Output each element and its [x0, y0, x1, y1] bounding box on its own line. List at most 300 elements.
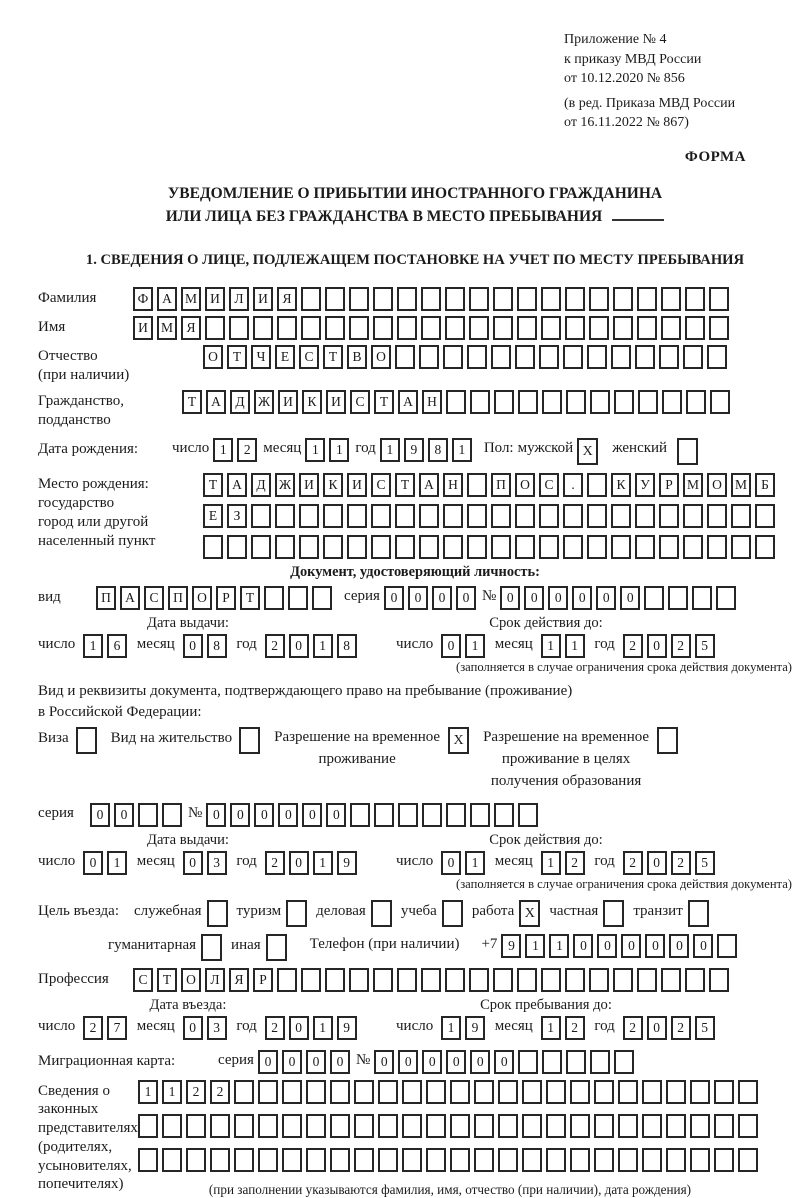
char-box[interactable]: Я	[277, 287, 297, 311]
char-box[interactable]	[347, 504, 367, 528]
char-box[interactable]	[666, 1114, 686, 1138]
char-box[interactable]	[515, 504, 535, 528]
char-box[interactable]	[707, 535, 727, 559]
char-box[interactable]: 9	[465, 1016, 485, 1040]
char-box[interactable]: П	[168, 586, 188, 610]
char-box[interactable]: Я	[181, 316, 201, 340]
char-box[interactable]	[446, 390, 466, 414]
char-box[interactable]: Ч	[251, 345, 271, 369]
char-box[interactable]: 0	[500, 586, 520, 610]
char-box[interactable]: 0	[206, 803, 226, 827]
char-box[interactable]	[162, 1114, 182, 1138]
char-box[interactable]: М	[181, 287, 201, 311]
char-box[interactable]: 0	[289, 634, 309, 658]
char-box[interactable]	[566, 390, 586, 414]
char-box[interactable]	[613, 968, 633, 992]
char-box[interactable]	[589, 287, 609, 311]
char-box[interactable]: 8	[207, 634, 227, 658]
char-box[interactable]: 0	[83, 851, 103, 875]
char-box[interactable]	[378, 1148, 398, 1172]
option-visa-checkbox[interactable]	[76, 727, 97, 754]
char-box[interactable]: 1	[541, 851, 561, 875]
char-box[interactable]: 0	[573, 934, 593, 958]
char-box[interactable]: 3	[207, 1016, 227, 1040]
char-box[interactable]	[258, 1114, 278, 1138]
char-box[interactable]	[371, 504, 391, 528]
char-box[interactable]	[587, 345, 607, 369]
char-box[interactable]: И	[347, 473, 367, 497]
char-box[interactable]	[542, 1050, 562, 1074]
char-box[interactable]	[539, 535, 559, 559]
char-box[interactable]	[717, 934, 737, 958]
char-box[interactable]	[666, 1148, 686, 1172]
char-box[interactable]	[443, 345, 463, 369]
char-box[interactable]: 2	[671, 634, 691, 658]
char-box[interactable]: М	[731, 473, 751, 497]
char-box[interactable]: Д	[251, 473, 271, 497]
char-box[interactable]	[659, 504, 679, 528]
char-box[interactable]	[594, 1114, 614, 1138]
char-box[interactable]: А	[120, 586, 140, 610]
char-box[interactable]	[277, 968, 297, 992]
char-box[interactable]: Ж	[275, 473, 295, 497]
char-box[interactable]	[515, 535, 535, 559]
char-box[interactable]	[446, 803, 466, 827]
char-box[interactable]: 1	[313, 634, 333, 658]
char-box[interactable]	[474, 1114, 494, 1138]
char-box[interactable]: 1	[465, 851, 485, 875]
char-box[interactable]	[450, 1148, 470, 1172]
char-box[interactable]	[450, 1114, 470, 1138]
char-box[interactable]	[491, 345, 511, 369]
char-box[interactable]	[565, 968, 585, 992]
purpose-business-checkbox[interactable]	[371, 900, 392, 927]
char-box[interactable]	[683, 345, 703, 369]
char-box[interactable]: 0	[254, 803, 274, 827]
char-box[interactable]	[325, 316, 345, 340]
char-box[interactable]	[707, 504, 727, 528]
char-box[interactable]	[205, 316, 225, 340]
char-box[interactable]	[565, 287, 585, 311]
char-box[interactable]: 7	[107, 1016, 127, 1040]
char-box[interactable]	[716, 586, 736, 610]
char-box[interactable]: 0	[647, 1016, 667, 1040]
char-box[interactable]	[467, 473, 487, 497]
char-box[interactable]: 0	[90, 803, 110, 827]
char-box[interactable]: 9	[337, 851, 357, 875]
char-box[interactable]	[374, 803, 394, 827]
purpose-humanitarian-checkbox[interactable]	[201, 934, 222, 961]
char-box[interactable]	[589, 968, 609, 992]
char-box[interactable]	[637, 287, 657, 311]
char-box[interactable]: О	[371, 345, 391, 369]
char-box[interactable]	[589, 316, 609, 340]
char-box[interactable]: С	[350, 390, 370, 414]
char-box[interactable]: 0	[183, 1016, 203, 1040]
char-box[interactable]: З	[227, 504, 247, 528]
char-box[interactable]: 2	[623, 634, 643, 658]
char-box[interactable]	[690, 1080, 710, 1104]
char-box[interactable]: О	[192, 586, 212, 610]
char-box[interactable]	[330, 1114, 350, 1138]
char-box[interactable]: 2	[265, 634, 285, 658]
char-box[interactable]	[518, 390, 538, 414]
char-box[interactable]	[590, 390, 610, 414]
char-box[interactable]: 2	[83, 1016, 103, 1040]
char-box[interactable]: 2	[671, 851, 691, 875]
char-box[interactable]	[613, 316, 633, 340]
char-box[interactable]	[395, 345, 415, 369]
char-box[interactable]: 0	[183, 634, 203, 658]
char-box[interactable]	[301, 968, 321, 992]
char-box[interactable]	[563, 535, 583, 559]
char-box[interactable]	[419, 504, 439, 528]
char-box[interactable]: 1	[313, 851, 333, 875]
char-box[interactable]: И	[133, 316, 153, 340]
char-box[interactable]: Н	[422, 390, 442, 414]
char-box[interactable]	[638, 390, 658, 414]
char-box[interactable]: А	[419, 473, 439, 497]
char-box[interactable]: К	[302, 390, 322, 414]
char-box[interactable]	[541, 287, 561, 311]
char-box[interactable]	[714, 1080, 734, 1104]
char-box[interactable]	[738, 1148, 758, 1172]
char-box[interactable]: 0	[398, 1050, 418, 1074]
char-box[interactable]	[349, 287, 369, 311]
char-box[interactable]: 1	[305, 438, 325, 462]
char-box[interactable]	[642, 1148, 662, 1172]
char-box[interactable]: 2	[186, 1080, 206, 1104]
char-box[interactable]	[710, 390, 730, 414]
char-box[interactable]: 6	[107, 634, 127, 658]
char-box[interactable]: 1	[525, 934, 545, 958]
char-box[interactable]	[659, 345, 679, 369]
char-box[interactable]	[378, 1080, 398, 1104]
char-box[interactable]: 0	[183, 851, 203, 875]
char-box[interactable]	[350, 803, 370, 827]
char-box[interactable]	[282, 1080, 302, 1104]
char-box[interactable]: 1	[313, 1016, 333, 1040]
option-temp-residence-checkbox[interactable]: X	[448, 727, 469, 754]
char-box[interactable]: 0	[456, 586, 476, 610]
char-box[interactable]	[186, 1148, 206, 1172]
char-box[interactable]: 1	[162, 1080, 182, 1104]
char-box[interactable]	[402, 1080, 422, 1104]
char-box[interactable]	[443, 535, 463, 559]
char-box[interactable]	[709, 968, 729, 992]
char-box[interactable]: А	[227, 473, 247, 497]
char-box[interactable]	[347, 535, 367, 559]
char-box[interactable]: 9	[337, 1016, 357, 1040]
char-box[interactable]	[474, 1148, 494, 1172]
char-box[interactable]	[227, 535, 247, 559]
char-box[interactable]	[498, 1114, 518, 1138]
char-box[interactable]	[422, 803, 442, 827]
char-box[interactable]	[570, 1148, 590, 1172]
char-box[interactable]	[467, 345, 487, 369]
char-box[interactable]: 2	[237, 438, 257, 462]
char-box[interactable]: 0	[374, 1050, 394, 1074]
char-box[interactable]: 0	[446, 1050, 466, 1074]
purpose-private-checkbox[interactable]	[603, 900, 624, 927]
char-box[interactable]: Т	[374, 390, 394, 414]
char-box[interactable]	[546, 1148, 566, 1172]
char-box[interactable]	[613, 287, 633, 311]
char-box[interactable]	[594, 1080, 614, 1104]
char-box[interactable]	[563, 504, 583, 528]
char-box[interactable]	[662, 390, 682, 414]
char-box[interactable]	[203, 535, 223, 559]
char-box[interactable]	[210, 1148, 230, 1172]
char-box[interactable]: 1	[549, 934, 569, 958]
char-box[interactable]	[685, 968, 705, 992]
char-box[interactable]	[445, 316, 465, 340]
char-box[interactable]	[755, 504, 775, 528]
option-temp-residence-edu-checkbox[interactable]	[657, 727, 678, 754]
purpose-study-checkbox[interactable]	[442, 900, 463, 927]
char-box[interactable]	[470, 803, 490, 827]
char-box[interactable]	[637, 316, 657, 340]
purpose-work-checkbox[interactable]: X	[519, 900, 540, 927]
char-box[interactable]	[325, 287, 345, 311]
char-box[interactable]	[738, 1080, 758, 1104]
char-box[interactable]	[518, 803, 538, 827]
char-box[interactable]: Л	[205, 968, 225, 992]
char-box[interactable]	[637, 968, 657, 992]
char-box[interactable]: 0	[647, 851, 667, 875]
char-box[interactable]: Т	[240, 586, 260, 610]
char-box[interactable]	[277, 316, 297, 340]
char-box[interactable]: И	[326, 390, 346, 414]
char-box[interactable]	[690, 1114, 710, 1138]
char-box[interactable]	[470, 390, 490, 414]
char-box[interactable]: 0	[230, 803, 250, 827]
char-box[interactable]: 0	[289, 1016, 309, 1040]
char-box[interactable]	[402, 1148, 422, 1172]
char-box[interactable]	[517, 968, 537, 992]
char-box[interactable]	[491, 535, 511, 559]
char-box[interactable]: О	[203, 345, 223, 369]
char-box[interactable]: С	[371, 473, 391, 497]
char-box[interactable]	[570, 1080, 590, 1104]
char-box[interactable]	[661, 968, 681, 992]
char-box[interactable]	[373, 316, 393, 340]
char-box[interactable]	[282, 1148, 302, 1172]
char-box[interactable]: .	[563, 473, 583, 497]
char-box[interactable]: Д	[230, 390, 250, 414]
char-box[interactable]: 0	[645, 934, 665, 958]
char-box[interactable]	[264, 586, 284, 610]
char-box[interactable]: 5	[695, 851, 715, 875]
char-box[interactable]	[419, 345, 439, 369]
char-box[interactable]: Р	[659, 473, 679, 497]
char-box[interactable]	[234, 1080, 254, 1104]
char-box[interactable]	[373, 968, 393, 992]
char-box[interactable]: О	[707, 473, 727, 497]
char-box[interactable]	[373, 287, 393, 311]
char-box[interactable]	[469, 968, 489, 992]
char-box[interactable]: А	[157, 287, 177, 311]
char-box[interactable]: 0	[693, 934, 713, 958]
char-box[interactable]: 0	[278, 803, 298, 827]
char-box[interactable]: 0	[620, 586, 640, 610]
char-box[interactable]	[539, 345, 559, 369]
char-box[interactable]	[325, 968, 345, 992]
char-box[interactable]	[659, 535, 679, 559]
char-box[interactable]: 0	[572, 586, 592, 610]
char-box[interactable]	[686, 390, 706, 414]
char-box[interactable]	[590, 1050, 610, 1074]
char-box[interactable]: Т	[323, 345, 343, 369]
char-box[interactable]: Е	[203, 504, 223, 528]
char-box[interactable]	[301, 287, 321, 311]
char-box[interactable]: 1	[452, 438, 472, 462]
char-box[interactable]	[515, 345, 535, 369]
char-box[interactable]: 2	[623, 1016, 643, 1040]
char-box[interactable]: 5	[695, 634, 715, 658]
char-box[interactable]	[522, 1148, 542, 1172]
char-box[interactable]	[354, 1114, 374, 1138]
char-box[interactable]: 2	[623, 851, 643, 875]
char-box[interactable]	[306, 1080, 326, 1104]
char-box[interactable]: М	[157, 316, 177, 340]
purpose-transit-checkbox[interactable]	[688, 900, 709, 927]
char-box[interactable]	[522, 1080, 542, 1104]
char-box[interactable]: Л	[229, 287, 249, 311]
char-box[interactable]	[162, 803, 182, 827]
char-box[interactable]: Б	[755, 473, 775, 497]
char-box[interactable]	[186, 1114, 206, 1138]
char-box[interactable]	[642, 1114, 662, 1138]
char-box[interactable]: М	[683, 473, 703, 497]
char-box[interactable]	[443, 504, 463, 528]
char-box[interactable]: 2	[265, 851, 285, 875]
char-box[interactable]	[426, 1148, 446, 1172]
char-box[interactable]	[426, 1080, 446, 1104]
char-box[interactable]	[635, 345, 655, 369]
char-box[interactable]	[378, 1114, 398, 1138]
char-box[interactable]: Т	[203, 473, 223, 497]
char-box[interactable]: 0	[302, 803, 322, 827]
char-box[interactable]	[714, 1148, 734, 1172]
char-box[interactable]	[618, 1148, 638, 1172]
char-box[interactable]	[594, 1148, 614, 1172]
char-box[interactable]	[692, 586, 712, 610]
char-box[interactable]	[210, 1114, 230, 1138]
char-box[interactable]	[494, 803, 514, 827]
char-box[interactable]: И	[253, 287, 273, 311]
char-box[interactable]: 1	[380, 438, 400, 462]
char-box[interactable]	[644, 586, 664, 610]
char-box[interactable]	[498, 1148, 518, 1172]
char-box[interactable]: 3	[207, 851, 227, 875]
char-box[interactable]	[323, 504, 343, 528]
char-box[interactable]: 1	[83, 634, 103, 658]
char-box[interactable]	[611, 535, 631, 559]
char-box[interactable]: С	[299, 345, 319, 369]
char-box[interactable]	[565, 316, 585, 340]
char-box[interactable]	[685, 316, 705, 340]
char-box[interactable]	[474, 1080, 494, 1104]
char-box[interactable]	[445, 287, 465, 311]
char-box[interactable]: 0	[422, 1050, 442, 1074]
char-box[interactable]: 2	[265, 1016, 285, 1040]
char-box[interactable]: 5	[695, 1016, 715, 1040]
char-box[interactable]	[275, 535, 295, 559]
char-box[interactable]	[395, 535, 415, 559]
char-box[interactable]	[683, 535, 703, 559]
char-box[interactable]	[668, 586, 688, 610]
char-box[interactable]: 1	[107, 851, 127, 875]
char-box[interactable]: 0	[432, 586, 452, 610]
char-box[interactable]	[258, 1148, 278, 1172]
char-box[interactable]: 0	[669, 934, 689, 958]
char-box[interactable]	[661, 316, 681, 340]
purpose-other-checkbox[interactable]	[266, 934, 287, 961]
char-box[interactable]	[546, 1080, 566, 1104]
char-box[interactable]	[541, 316, 561, 340]
char-box[interactable]	[419, 535, 439, 559]
char-box[interactable]	[518, 1050, 538, 1074]
char-box[interactable]	[493, 287, 513, 311]
char-box[interactable]	[253, 316, 273, 340]
char-box[interactable]: Т	[157, 968, 177, 992]
char-box[interactable]	[618, 1080, 638, 1104]
char-box[interactable]: 8	[428, 438, 448, 462]
char-box[interactable]	[566, 1050, 586, 1074]
char-box[interactable]: 0	[647, 634, 667, 658]
char-box[interactable]: Р	[253, 968, 273, 992]
char-box[interactable]	[707, 345, 727, 369]
char-box[interactable]: 0	[306, 1050, 326, 1074]
char-box[interactable]	[467, 535, 487, 559]
char-box[interactable]	[642, 1080, 662, 1104]
char-box[interactable]	[349, 968, 369, 992]
char-box[interactable]	[611, 345, 631, 369]
char-box[interactable]	[709, 287, 729, 311]
char-box[interactable]	[731, 535, 751, 559]
char-box[interactable]	[445, 968, 465, 992]
char-box[interactable]	[275, 504, 295, 528]
char-box[interactable]: 0	[384, 586, 404, 610]
char-box[interactable]: 0	[548, 586, 568, 610]
char-box[interactable]: 9	[501, 934, 521, 958]
option-residence-permit-checkbox[interactable]	[239, 727, 260, 754]
char-box[interactable]	[138, 1114, 158, 1138]
char-box[interactable]	[397, 287, 417, 311]
char-box[interactable]	[542, 390, 562, 414]
char-box[interactable]	[661, 287, 681, 311]
char-box[interactable]: 9	[404, 438, 424, 462]
char-box[interactable]	[563, 345, 583, 369]
char-box[interactable]	[397, 968, 417, 992]
char-box[interactable]: 0	[596, 586, 616, 610]
char-box[interactable]	[395, 504, 415, 528]
char-box[interactable]: 2	[210, 1080, 230, 1104]
char-box[interactable]	[587, 535, 607, 559]
char-box[interactable]	[397, 316, 417, 340]
char-box[interactable]: С	[539, 473, 559, 497]
char-box[interactable]	[299, 504, 319, 528]
char-box[interactable]	[282, 1114, 302, 1138]
char-box[interactable]: 2	[565, 851, 585, 875]
char-box[interactable]	[251, 535, 271, 559]
char-box[interactable]: 0	[441, 634, 461, 658]
char-box[interactable]	[398, 803, 418, 827]
char-box[interactable]: 0	[114, 803, 134, 827]
char-box[interactable]	[467, 504, 487, 528]
char-box[interactable]: Е	[275, 345, 295, 369]
